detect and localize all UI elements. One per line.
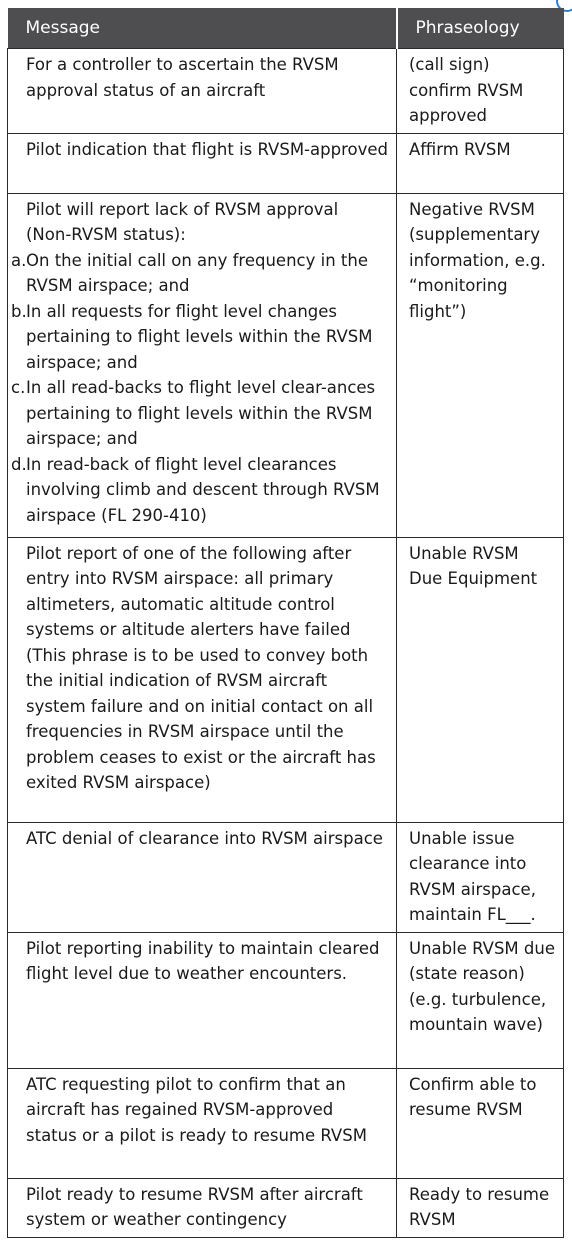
item-text: In all read-backs to flight level clear-ances pertaining to flight levels within the RVSM airspace; and	[26, 378, 376, 448]
item-letter: b.	[11, 301, 27, 321]
phraseology-cell: Unable RVSM due (state reason) (e.g. turbulence, mountain wave)	[397, 932, 564, 1068]
item-text: In all requests for flight level changes pertaining to flight levels within the RVSM airspace; and	[26, 301, 373, 372]
table-row	[8, 537, 564, 822]
message-intro: Pilot will report lack of RVSM approval (Non-RVSM status):	[26, 199, 339, 244]
table-row	[8, 133, 564, 193]
phraseology-cell: Ready to resume RVSM	[397, 1178, 564, 1237]
item-letter: d.	[11, 454, 27, 474]
item-letter: a.	[11, 250, 27, 270]
header-row	[8, 8, 564, 49]
list-item	[11, 248, 388, 299]
message-cell	[8, 193, 397, 537]
phraseology-cell: Affirm RVSM	[397, 133, 564, 193]
item-letter: c.	[11, 378, 26, 397]
message-cell: ATC denial of clearance into RVSM airspace	[8, 822, 397, 932]
table-row	[8, 49, 564, 134]
phraseology-cell: Negative RVSM (supplementary information, e.g. “monitoring flight”)	[397, 193, 564, 537]
list-item	[11, 375, 388, 452]
phraseology-cell: Unable RVSM Due Equipment	[397, 537, 564, 822]
table-row	[8, 822, 564, 932]
message-cell: For a controller to ascertain the RVSM approval status of an aircraft	[8, 49, 397, 134]
header-phraseology: Phraseology	[397, 8, 564, 49]
table-row	[8, 932, 564, 1068]
message-cell: Pilot reporting inability to maintain cleared flight level due to weather encounters.	[8, 932, 397, 1068]
item-text: On the initial call on any frequency in the RVSM airspace; and	[26, 250, 368, 295]
table-row	[8, 193, 564, 537]
list-item	[11, 299, 388, 376]
sub-item-list	[11, 248, 388, 529]
header-message: Message	[8, 8, 397, 49]
message-cell: Pilot ready to resume RVSM after aircraft system or weather contingency	[8, 1178, 397, 1237]
phraseology-cell: Confirm able to resume RVSM	[397, 1068, 564, 1178]
table-row	[8, 1068, 564, 1178]
phraseology-cell: (call sign) confirm RVSM approved	[397, 49, 564, 134]
list-item	[11, 452, 388, 529]
message-cell: Pilot report of one of the following after entry into RVSM airspace: all primary altimeters, automatic altitude control systems or altitude alerters have failed (This phrase is to be used to convey both the initial indication of RVSM aircraft system failure and on initial contact on all frequencies in RVSM airspace until the problem ceases to exist or the aircraft has exited RVSM airspace)	[8, 537, 397, 822]
message-cell: Pilot indication that flight is RVSM-approved	[8, 133, 397, 193]
table-row	[8, 1178, 564, 1237]
rvsm-phraseology-table	[7, 8, 564, 1238]
message-cell: ATC requesting pilot to confirm that an aircraft has regained RVSM-approved status or a pilot is ready to resume RVSM	[8, 1068, 397, 1178]
item-text: In read-back of flight level clearances involving climb and descent through RVSM airspace (FL 290-410)	[26, 454, 380, 525]
phraseology-cell: Unable issue clearance into RVSM airspace, maintain FL___.	[397, 822, 564, 932]
